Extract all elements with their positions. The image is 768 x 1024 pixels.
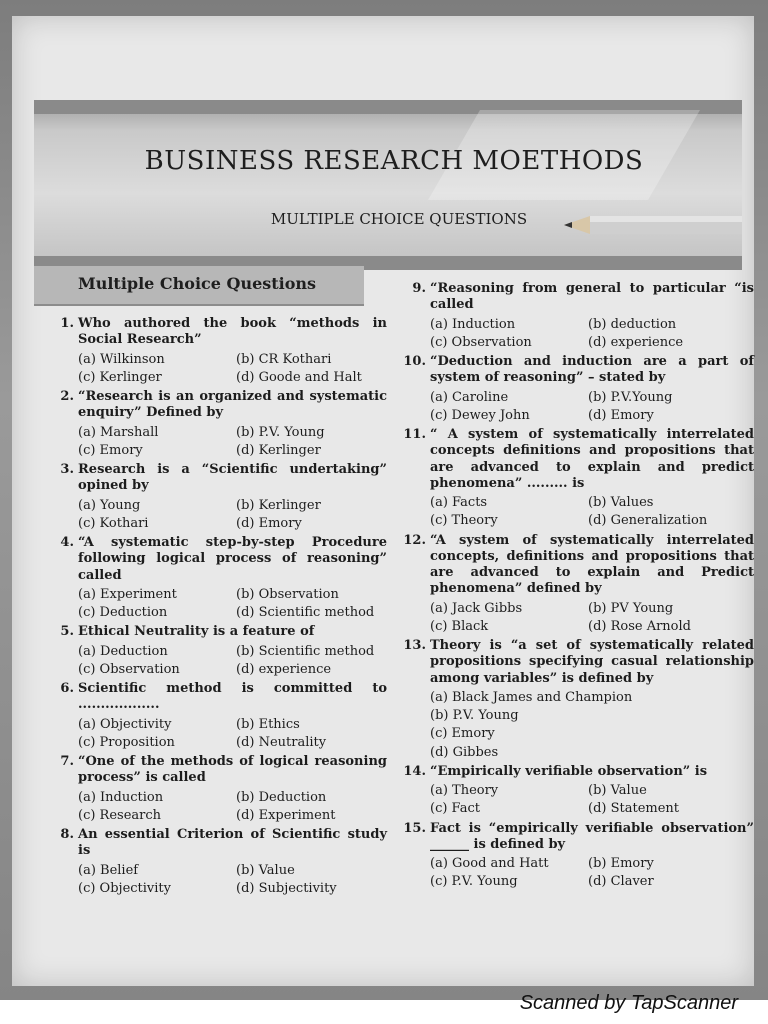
question-number: 8. bbox=[60, 827, 74, 842]
question-item bbox=[42, 389, 387, 459]
question-text: “Reasoning from general to particular “is called bbox=[430, 281, 754, 313]
question-item bbox=[42, 535, 387, 621]
answer-option: (b) PV Young bbox=[588, 600, 674, 616]
question-item bbox=[42, 316, 387, 386]
answer-options bbox=[78, 717, 387, 752]
question-text: “One of the methods of logical reasoning process” is called bbox=[78, 754, 387, 786]
scanner-watermark: Scanned by TapScanner bbox=[519, 992, 738, 1014]
answer-option: (a) Wilkinson bbox=[78, 351, 165, 367]
answer-option: (b) Ethics bbox=[236, 716, 300, 732]
question-number: 4. bbox=[60, 535, 74, 550]
answer-option: (a) Good and Hatt bbox=[430, 856, 549, 871]
answer-option: (b) P.V. Young bbox=[430, 708, 519, 723]
answer-option: (d) experience bbox=[236, 661, 332, 677]
answer-option: (b) P.V. Young bbox=[236, 424, 325, 440]
question-item bbox=[394, 764, 754, 818]
answer-option: (d) Experiment bbox=[236, 807, 336, 823]
answer-option: (c) Black bbox=[430, 618, 489, 634]
answer-option: (b) deduction bbox=[588, 316, 677, 332]
answer-options bbox=[78, 863, 387, 898]
question-text: “A system of systematically interrelated concepts, definitions and propositions that are advanced to explain and Predict phenomena” defined by bbox=[430, 532, 754, 597]
answer-options bbox=[430, 390, 754, 425]
answer-option: (b) Scientific method bbox=[236, 643, 375, 659]
answer-option: (b) Kerlinger bbox=[236, 497, 321, 513]
title-banner bbox=[34, 100, 742, 270]
question-number: 10. bbox=[403, 354, 426, 369]
answer-options bbox=[430, 495, 754, 530]
answer-options bbox=[78, 352, 387, 387]
answer-option: (c) Kothari bbox=[78, 515, 149, 531]
answer-option: (c) Research bbox=[78, 807, 162, 823]
question-number: 2. bbox=[60, 389, 74, 404]
section-heading bbox=[34, 266, 364, 306]
question-item bbox=[394, 427, 754, 530]
question-item bbox=[394, 638, 754, 761]
question-item bbox=[42, 681, 387, 751]
question-number: 15. bbox=[403, 820, 426, 836]
answer-option: (a) Theory bbox=[430, 783, 499, 798]
answer-option: (d) Kerlinger bbox=[236, 442, 321, 458]
answer-option: (b) Emory bbox=[588, 856, 654, 871]
answer-option: (a) Young bbox=[78, 497, 141, 513]
answer-options bbox=[78, 425, 387, 460]
answer-option: (d) Scientific method bbox=[236, 605, 375, 620]
answer-option: (d) Goode and Halt bbox=[236, 369, 362, 385]
answer-option: (a) Experiment bbox=[78, 586, 177, 602]
answer-option: (a) Caroline bbox=[430, 389, 509, 405]
document-title: BUSINESS RESEARCH MOETHODS bbox=[144, 146, 644, 176]
answer-option: (a) Facts bbox=[430, 495, 488, 510]
answer-option: (c) Kerlinger bbox=[78, 369, 162, 385]
answer-option: (b) Observation bbox=[236, 586, 339, 602]
answer-options bbox=[78, 790, 387, 825]
answer-option: (b) Values bbox=[588, 495, 654, 510]
answer-option: (d) Emory bbox=[588, 407, 654, 423]
question-text: Theory is “a set of systematically related propositions specifying casual relationship among variables” is defined by bbox=[430, 638, 754, 686]
answer-options bbox=[78, 498, 387, 533]
answer-option: (c) Theory bbox=[430, 513, 498, 529]
question-text: Ethical Neutrality is a feature of bbox=[78, 624, 315, 640]
answer-option: (b) P.V.Young bbox=[588, 389, 673, 405]
question-number: 12. bbox=[403, 532, 426, 548]
question-item bbox=[394, 821, 754, 891]
question-number: 13. bbox=[403, 638, 426, 653]
question-item bbox=[394, 533, 754, 636]
answer-option: (c) Fact bbox=[430, 801, 480, 817]
answer-options bbox=[78, 644, 387, 679]
answer-option: (b) Deduction bbox=[236, 789, 327, 805]
question-item bbox=[42, 754, 387, 824]
answer-option: (d) Neutrality bbox=[236, 734, 327, 750]
question-item bbox=[42, 462, 387, 532]
question-number: 11. bbox=[403, 427, 426, 442]
answer-option: (a) Belief bbox=[78, 862, 139, 878]
answer-option: (d) Emory bbox=[236, 515, 302, 531]
answer-option: (c) Objectivity bbox=[78, 880, 171, 896]
question-text: Scientific method is committed to .................. bbox=[78, 681, 387, 713]
questions-left-column bbox=[42, 316, 387, 900]
answer-options bbox=[430, 856, 754, 891]
answer-option: (c) Proposition bbox=[78, 734, 175, 750]
answer-option: (d) Generalization bbox=[588, 513, 708, 529]
answer-option: (d) Subjectivity bbox=[236, 880, 337, 896]
document-page bbox=[12, 16, 754, 986]
document-subtitle: MULTIPLE CHOICE QUESTIONS bbox=[270, 210, 528, 228]
answer-option: (c) Emory bbox=[430, 726, 495, 742]
answer-option: (d) Gibbes bbox=[430, 744, 499, 760]
question-item bbox=[42, 624, 387, 678]
question-text: “Deduction and induction are a part of system of reasoning” – stated by bbox=[430, 354, 754, 386]
answer-option: (d) Claver bbox=[588, 874, 654, 890]
question-text: Fact is “empirically verifiable observation” ______ is defined by bbox=[430, 820, 754, 852]
question-text: “ A system of systematically interrelated concepts definitions and propositions that are advanced to explain and predict phenomena” ......... is bbox=[430, 427, 754, 491]
question-text: An essential Criterion of Scientific study is bbox=[78, 827, 387, 859]
answer-options bbox=[78, 587, 387, 622]
question-number: 7. bbox=[60, 754, 74, 769]
answer-option: (c) Emory bbox=[78, 442, 143, 458]
answer-option: (b) Value bbox=[236, 862, 295, 878]
answer-option: (a) Black James and Champion bbox=[430, 689, 633, 705]
answer-option: (d) experience bbox=[588, 334, 684, 350]
answer-option: (d) Statement bbox=[588, 801, 680, 817]
section-title: Multiple Choice Questions bbox=[78, 274, 317, 293]
answer-option: (c) Observation bbox=[78, 661, 180, 677]
question-number: 5. bbox=[60, 624, 74, 640]
answer-options bbox=[430, 690, 754, 761]
question-text: “Research is an organized and systematic enquiry” Defined by bbox=[78, 389, 387, 421]
answer-option: (b) Value bbox=[588, 783, 647, 798]
answer-option: (d) Rose Arnold bbox=[588, 618, 691, 634]
answer-options bbox=[430, 783, 754, 818]
question-item bbox=[394, 281, 754, 351]
question-item bbox=[42, 827, 387, 897]
answer-option: (a) Induction bbox=[430, 316, 516, 332]
question-text: Research is a “Scientific undertaking” opined by bbox=[78, 462, 387, 494]
answer-option: (c) Observation bbox=[430, 334, 532, 350]
answer-option: (c) Deduction bbox=[78, 605, 168, 620]
question-item bbox=[394, 354, 754, 424]
question-text: “Empirically verifiable observation” is bbox=[430, 763, 708, 779]
question-number: 3. bbox=[60, 462, 74, 477]
question-text: Who authored the book “methods in Social Research” bbox=[78, 316, 387, 348]
question-number: 1. bbox=[60, 316, 74, 331]
answer-option: (a) Jack Gibbs bbox=[430, 600, 523, 616]
questions-right-column bbox=[394, 281, 754, 894]
answer-options bbox=[430, 601, 754, 636]
question-number: 6. bbox=[60, 681, 74, 696]
answer-option: (c) Dewey John bbox=[430, 407, 530, 423]
answer-option: (c) P.V. Young bbox=[430, 874, 518, 890]
answer-options bbox=[430, 317, 754, 352]
answer-option: (b) CR Kothari bbox=[236, 351, 332, 367]
question-text: “A systematic step-by-step Procedure following logical process of reasoning” called bbox=[78, 535, 387, 583]
answer-option: (a) Induction bbox=[78, 789, 164, 805]
answer-option: (a) Deduction bbox=[78, 643, 168, 659]
answer-option: (a) Objectivity bbox=[78, 716, 172, 732]
question-number: 9. bbox=[412, 281, 426, 296]
pencil-icon bbox=[564, 214, 742, 236]
question-number: 14. bbox=[403, 763, 426, 779]
answer-option: (a) Marshall bbox=[78, 424, 159, 440]
